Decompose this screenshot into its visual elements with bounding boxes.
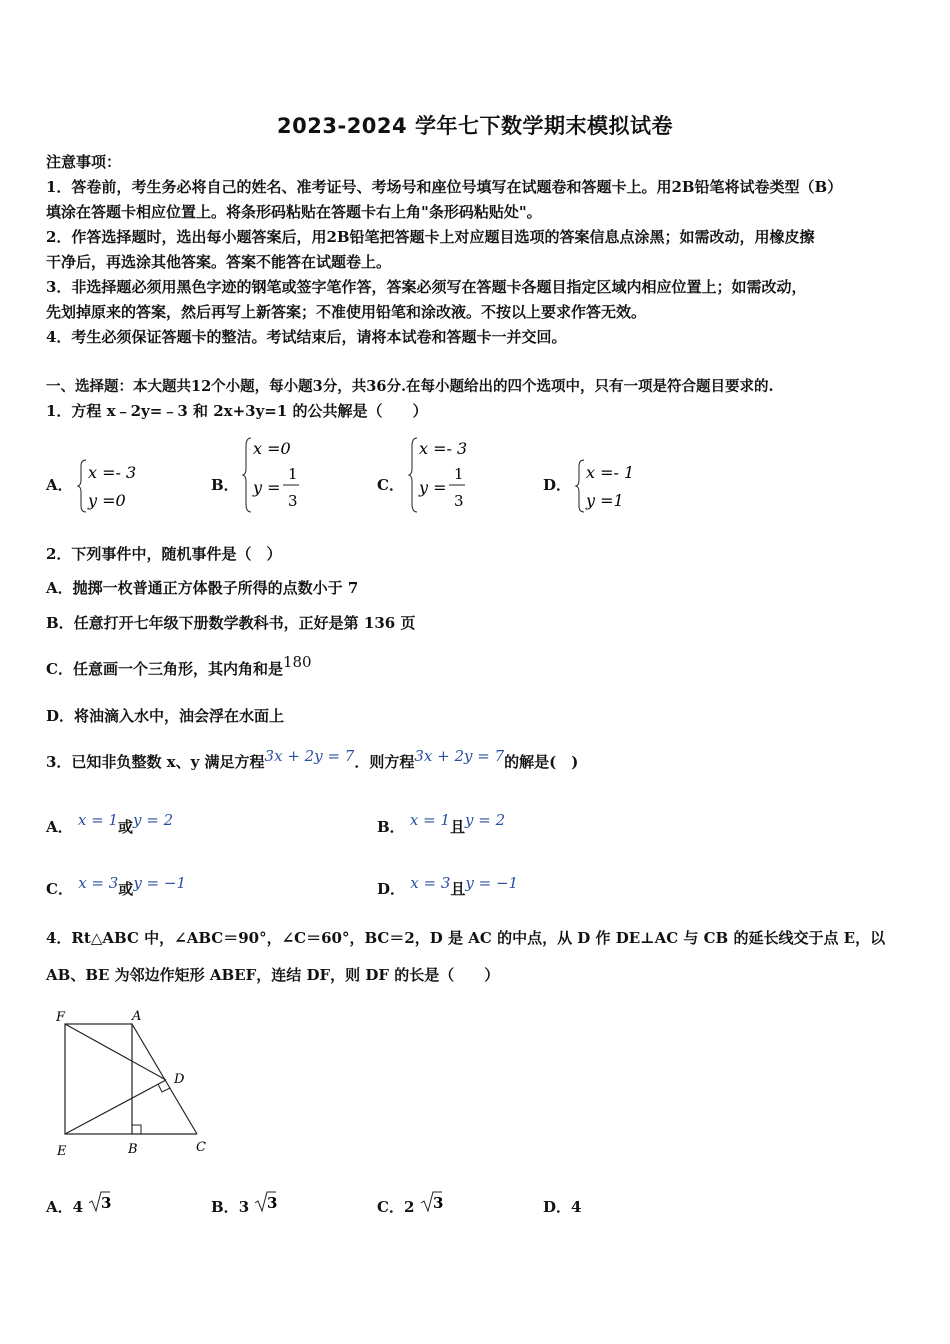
q3-d-part1: x = 3 [410,874,451,892]
label-a: A [132,1009,142,1024]
q1-a-line1: x =- 3 [88,463,137,482]
q4-d-label: D． [543,1198,572,1216]
q1-option-b-label: B． [211,476,239,494]
q4-a-radicand: 3 [101,1194,112,1212]
q3-equation-repeat: 3x + 2y = 7 [414,747,505,765]
q3-d-part2: y = −1 [465,874,519,892]
q4-a-label: A． [46,1198,73,1216]
sqrt-icon [254,1190,276,1214]
q1-b-line1: x =0 [253,439,291,458]
q1-option-a-system [78,458,168,514]
q3-equation: 3x + 2y = 7 [264,747,355,765]
notes-line: 干净后，再选涂其他答案。答案不能答在试题卷上。 [46,253,392,271]
section-heading: 一、选择题：本大题共12个小题，每小题3分，共36分.在每小题给出的四个选项中，只有一项是符合题目要求的. [46,378,774,395]
q1-a-line2: y =0 [88,491,126,510]
q2-option-b: B．任意打开七年级下册数学教科书，正好是第 136 页 [46,614,416,632]
q1-b-num: 1 [288,465,298,483]
q3-b-label: B． [377,818,405,836]
q3-b-part1: x = 1 [409,811,451,829]
q3-c-part1: x = 3 [78,874,119,892]
page-title: 2023-2024 学年七下数学期末模拟试卷 [277,114,673,138]
q3-d-label: D． [377,880,406,898]
segment-df [65,1024,166,1080]
q3-c-part2: y = −1 [133,874,187,892]
q3-a-join: 或 [117,818,133,836]
q4-option-c [377,1196,442,1220]
q3-option-b [377,811,506,837]
q4-stem-line1: 4．Rt△ABC 中，∠ABC＝90°，∠C＝60°，BC＝2，D 是 AC 的中点，从 D 作 DE⊥AC 与 CB 的延长线交于点 E，以 [46,929,886,947]
q1-c-den: 3 [454,492,464,510]
q3-a-part2: y = 2 [133,811,174,829]
q4-c-coef: 2 [403,1198,415,1216]
notes-heading: 注意事项： [46,153,122,171]
notes-line: 4．考生必须保证答题卡的整洁。考试结束后，请将本试卷和答题卡一并交回。 [46,328,567,346]
q3-b-join: 且 [450,818,466,836]
q1-d-line2: y =1 [586,491,624,510]
q4-option-b [211,1196,276,1220]
q4-d-coef: 4 [571,1198,582,1216]
q3-option-c [46,874,187,899]
label-c: C [196,1140,206,1155]
q1-b-line2: y = [253,478,281,497]
label-e: E [57,1144,67,1159]
q4-b-label: B． [211,1198,239,1216]
q1-option-d-system [576,458,666,514]
q4-b-radicand: 3 [267,1194,278,1212]
q1-option-a-label: A． [46,476,73,494]
q3-option-a [46,811,174,837]
q3-stem-part2: ．则方程 [354,753,415,771]
notes-line: 2．作答选择题时，选出每小题答案后，用2B铅笔把答题卡上对应题目选项的答案信息点涂黑；如需改动，用橡皮擦 [46,228,815,246]
q2-stem: 2．下列事件中，随机事件是（ ） [46,545,282,563]
q3-c-label: C． [46,880,73,898]
q1-b-den: 3 [288,492,298,510]
sqrt-icon [88,1190,110,1214]
rectangle-abef [65,1024,132,1134]
notes-line: 1．答卷前，考生务必将自己的姓名、准考证号、考场号和座位号填写在试题卷和答题卡上。用2B铅笔将试卷类型（B） [46,178,843,196]
segment-de [65,1080,166,1134]
q3-stem [46,747,579,772]
sqrt-icon [420,1190,442,1214]
notes-line: 先划掉原来的答案，然后再写上新答案；不准使用铅笔和涂改液。不按以上要求作答无效。 [46,303,647,321]
label-b: B [128,1142,138,1157]
q4-c-label: C． [377,1198,404,1216]
q4-option-d [543,1196,581,1217]
q3-d-join: 且 [450,880,466,898]
q3-b-part2: y = 2 [465,811,506,829]
label-f: F [56,1010,66,1025]
q2-option-d: D．将油滴入水中，油会浮在水面上 [46,707,285,725]
q1-option-c-label: C． [377,476,404,494]
q3-a-part1: x = 1 [77,811,118,829]
q3-c-join: 或 [118,880,134,898]
q1-option-c-system [409,436,499,514]
q1-d-line1: x =- 1 [586,463,635,482]
q1-option-b-system [243,436,333,514]
q4-a-coef: 4 [72,1198,84,1216]
q4-geometry-figure [48,1002,218,1166]
q1-c-line2: y = [419,478,447,497]
q1-c-line1: x =- 3 [419,439,468,458]
q3-stem-part1: 3．已知非负整数 x、y 满足方程 [46,753,265,771]
q1-option-d-label: D． [543,476,572,494]
q1-stem: 1．方程 x﹣2y=﹣3 和 2x+3y=1 的公共解是（ ） [46,402,428,420]
q2-option-c [46,653,312,679]
q3-stem-part3: 的解是( ) [504,753,579,771]
q3-a-label: A． [46,818,73,836]
q3-option-d [377,874,519,899]
q2-option-c-number: 180 [282,653,312,671]
q4-c-radicand: 3 [432,1194,444,1212]
label-d: D [174,1072,185,1087]
q4-stem-line2: AB、BE 为邻边作矩形 ABEF，连结 DF，则 DF 的长是（ ） [46,966,500,984]
right-angle-b [132,1125,141,1134]
q2-option-c-text: C．任意画一个三角形，其内角和是 [46,660,283,678]
q2-option-a: A．抛掷一枚普通正方体骰子所得的点数小于 7 [46,579,359,597]
notes-line: 3．非选择题必须用黑色字迹的钢笔或签字笔作答，答案必须写在答题卡各题目指定区域内相应位置上；如需改动， [46,278,807,296]
q4-b-coef: 3 [238,1198,250,1216]
q4-option-a [46,1196,110,1220]
q1-c-num: 1 [454,465,464,483]
notes-line: 填涂在答题卡相应位置上。将条形码粘贴在答题卡右上角"条形码粘贴处"。 [46,203,542,221]
